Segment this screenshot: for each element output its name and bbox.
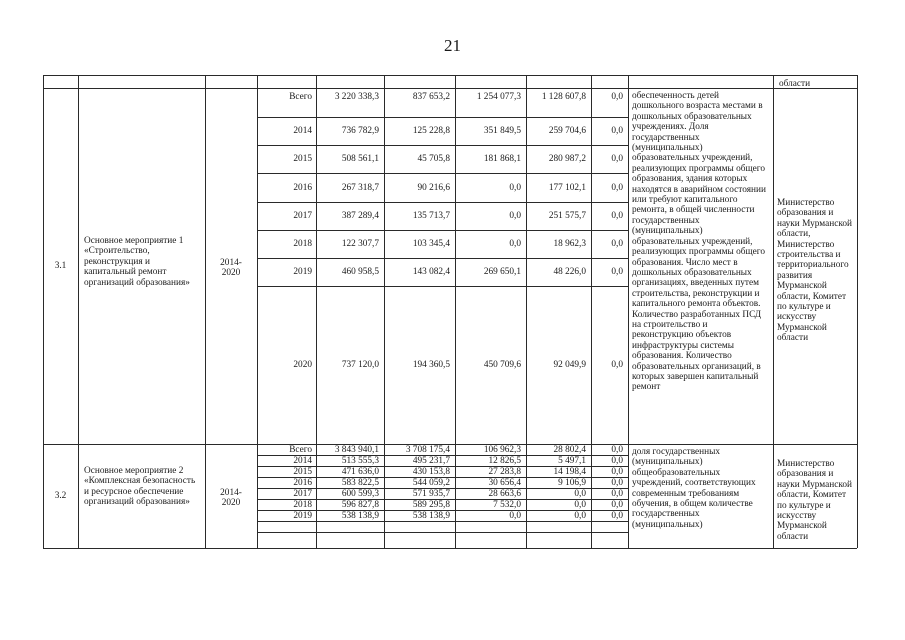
measure-name: Основное мероприятие 2 «Комплексная безопасность и ресурсное обеспечение организаций образования» [84, 466, 196, 508]
year-cell: 2017 [293, 488, 312, 499]
indicators-text: обеспеченность детей дошкольного возраста местами в дошкольных образовательных учреждениях. Доля государственных (муниципальных) образовательных учреждений, реализующих программы общего образования, здания которых находятся в аварийном состоянии или требуют капитального ремонта, в общей численности государственных (муниципальных) образовательных учреждений, реализующих программы общего образования. Число мест в дошкольных образовательных организациях, введенных путем строительства, реконструкции и капитального ремонта объектов. Количество разработанных ПСД на строительство и реконструкцию объектов инфраструктуры системы образования. Количество образовательных организаций, в которых завершен капитальный ремонт [632, 91, 766, 393]
amount-ob: 0,0 [509, 211, 521, 221]
amount-mb: 0,0 [574, 499, 586, 510]
amount-mb: 259 704,6 [548, 126, 586, 136]
grid-hline [257, 230, 628, 231]
row-number: 3.1 [54, 261, 67, 271]
amount-mb: 48 226,0 [553, 267, 586, 277]
amount-total: 583 822,5 [341, 477, 379, 488]
amount-vb: 0,0 [611, 499, 623, 510]
amount-mb: 5 497,1 [558, 455, 586, 466]
grid-vline [628, 75, 629, 548]
amount-fb: 571 935,7 [412, 488, 450, 499]
amount-vb: 0,0 [611, 154, 623, 164]
year-cell: 2018 [293, 239, 312, 249]
amount-mb: 18 962,3 [553, 239, 586, 249]
amount-total: 122 307,7 [341, 239, 379, 249]
amount-total: 387 289,4 [341, 211, 379, 221]
year-cell: 2019 [293, 510, 312, 521]
amount-mb: 0,0 [574, 510, 586, 521]
period: 2014- 2020 [220, 488, 242, 509]
year-cell: 2016 [293, 477, 312, 488]
amount-total: 267 318,7 [341, 182, 379, 193]
amount-mb: 9 106,9 [558, 477, 586, 488]
amount-vb: 0,0 [611, 92, 623, 102]
amount-ob: 30 656,4 [488, 477, 521, 488]
responsible-org: Министерство образования и науки Мурманской области, Комитет по культуре и искусству Мурманской области [777, 459, 853, 542]
amount-ob: 0,0 [509, 182, 521, 193]
amount-fb: 45 705,8 [417, 154, 450, 164]
indicators-text: доля государственных (муниципальных) общеобразовательных учреждений, соответствующих современным требованиям обучения, в общем количестве государственных (муниципальных) [632, 447, 756, 530]
amount-fb: 544 059,2 [412, 477, 450, 488]
amount-vb: 0,0 [611, 360, 623, 370]
amount-total: 736 782,9 [341, 126, 379, 136]
amount-total: 596 827,8 [341, 499, 379, 510]
year-cell: Всего [289, 444, 312, 455]
period: 2014- 2020 [220, 258, 242, 279]
amount-total: 471 636,0 [341, 466, 379, 477]
amount-total: 600 599,3 [341, 488, 379, 499]
amount-total: 513 555,3 [341, 455, 379, 466]
grid-hline [43, 548, 857, 549]
amount-fb: 143 082,4 [412, 267, 450, 277]
amount-fb: 103 345,4 [412, 239, 450, 249]
amount-fb: 495 231,7 [412, 455, 450, 466]
row-number: 3.2 [54, 491, 67, 501]
amount-vb: 0,0 [611, 477, 623, 488]
amount-vb: 0,0 [611, 488, 623, 499]
amount-total: 3 220 338,3 [334, 92, 379, 102]
amount-vb: 0,0 [611, 444, 623, 455]
year-cell: 2016 [293, 182, 312, 193]
amount-vb: 0,0 [611, 126, 623, 136]
amount-fb: 3 708 175,4 [405, 444, 450, 455]
amount-vb: 0,0 [611, 182, 623, 193]
amount-vb: 0,0 [611, 267, 623, 277]
amount-mb: 280 987,2 [548, 154, 586, 164]
grid-hline [257, 286, 628, 287]
amount-vb: 0,0 [611, 455, 623, 466]
header-responsible: области [779, 79, 811, 89]
grid-hline [257, 173, 628, 174]
measure-name: Основное мероприятие 1 «Строительство, реконструкция и капитальный ремонт организаций образования» [84, 236, 190, 288]
grid-hline [257, 258, 628, 259]
grid-hline [43, 444, 857, 445]
amount-fb: 837 653,2 [412, 92, 450, 102]
amount-fb: 194 360,5 [412, 360, 450, 370]
amount-fb: 538 138,9 [412, 510, 450, 521]
grid-vline [43, 75, 44, 548]
amount-ob: 28 663,6 [488, 488, 521, 499]
amount-fb: 135 713,7 [412, 211, 450, 221]
page-number: 21 [444, 36, 461, 55]
amount-total: 737 120,0 [341, 360, 379, 370]
amount-fb: 589 295,8 [412, 499, 450, 510]
grid-vline [857, 75, 858, 548]
amount-mb: 14 198,4 [553, 466, 586, 477]
grid-vline [773, 75, 774, 548]
amount-vb: 0,0 [611, 510, 623, 521]
amount-fb: 90 216,6 [417, 182, 450, 193]
amount-ob: 12 826,5 [488, 455, 521, 466]
grid-hline [257, 117, 628, 118]
year-cell: 2015 [293, 154, 312, 164]
year-cell: 2014 [293, 126, 312, 136]
grid-hline [257, 202, 628, 203]
amount-mb: 177 102,1 [548, 182, 586, 193]
year-cell: 2020 [293, 360, 312, 370]
amount-mb: 1 128 607,8 [541, 92, 586, 102]
amount-vb: 0,0 [611, 466, 623, 477]
amount-ob: 106 962,3 [483, 444, 521, 455]
amount-vb: 0,0 [611, 211, 623, 221]
amount-mb: 0,0 [574, 488, 586, 499]
amount-ob: 269 650,1 [483, 267, 521, 277]
amount-ob: 181 868,1 [483, 154, 521, 164]
grid-vline [205, 75, 206, 548]
year-cell: 2018 [293, 499, 312, 510]
amount-mb: 251 575,7 [548, 211, 586, 221]
grid-vline [78, 75, 79, 548]
grid-hline [257, 521, 628, 522]
amount-ob: 0,0 [509, 510, 521, 521]
responsible-org: Министерство образования и науки Мурманской области, Министерство строительства и территориального развития Мурманской области, Комитет по культуре и искусству Мурманской области [777, 198, 853, 344]
year-cell: 2017 [293, 211, 312, 221]
amount-ob: 7 532,0 [493, 499, 521, 510]
amount-fb: 430 153,8 [412, 466, 450, 477]
amount-ob: 0,0 [509, 239, 521, 249]
amount-vb: 0,0 [611, 239, 623, 249]
amount-ob: 27 283,8 [488, 466, 521, 477]
amount-mb: 92 049,9 [553, 360, 586, 370]
year-cell: Всего [289, 92, 312, 102]
amount-total: 3 843 940,1 [334, 444, 379, 455]
year-cell: 2015 [293, 466, 312, 477]
amount-ob: 450 709,6 [483, 360, 521, 370]
amount-ob: 351 849,5 [483, 126, 521, 136]
grid-hline [257, 145, 628, 146]
year-cell: 2019 [293, 267, 312, 277]
amount-total: 538 138,9 [341, 510, 379, 521]
grid-hline [257, 532, 628, 533]
year-cell: 2014 [293, 455, 312, 466]
amount-ob: 1 254 077,3 [476, 92, 521, 102]
amount-total: 460 958,5 [341, 267, 379, 277]
amount-fb: 125 228,8 [412, 126, 450, 136]
amount-total: 508 561,1 [341, 154, 379, 164]
grid-hline [43, 75, 857, 76]
amount-mb: 28 802,4 [553, 444, 586, 455]
grid-hline [43, 88, 857, 89]
